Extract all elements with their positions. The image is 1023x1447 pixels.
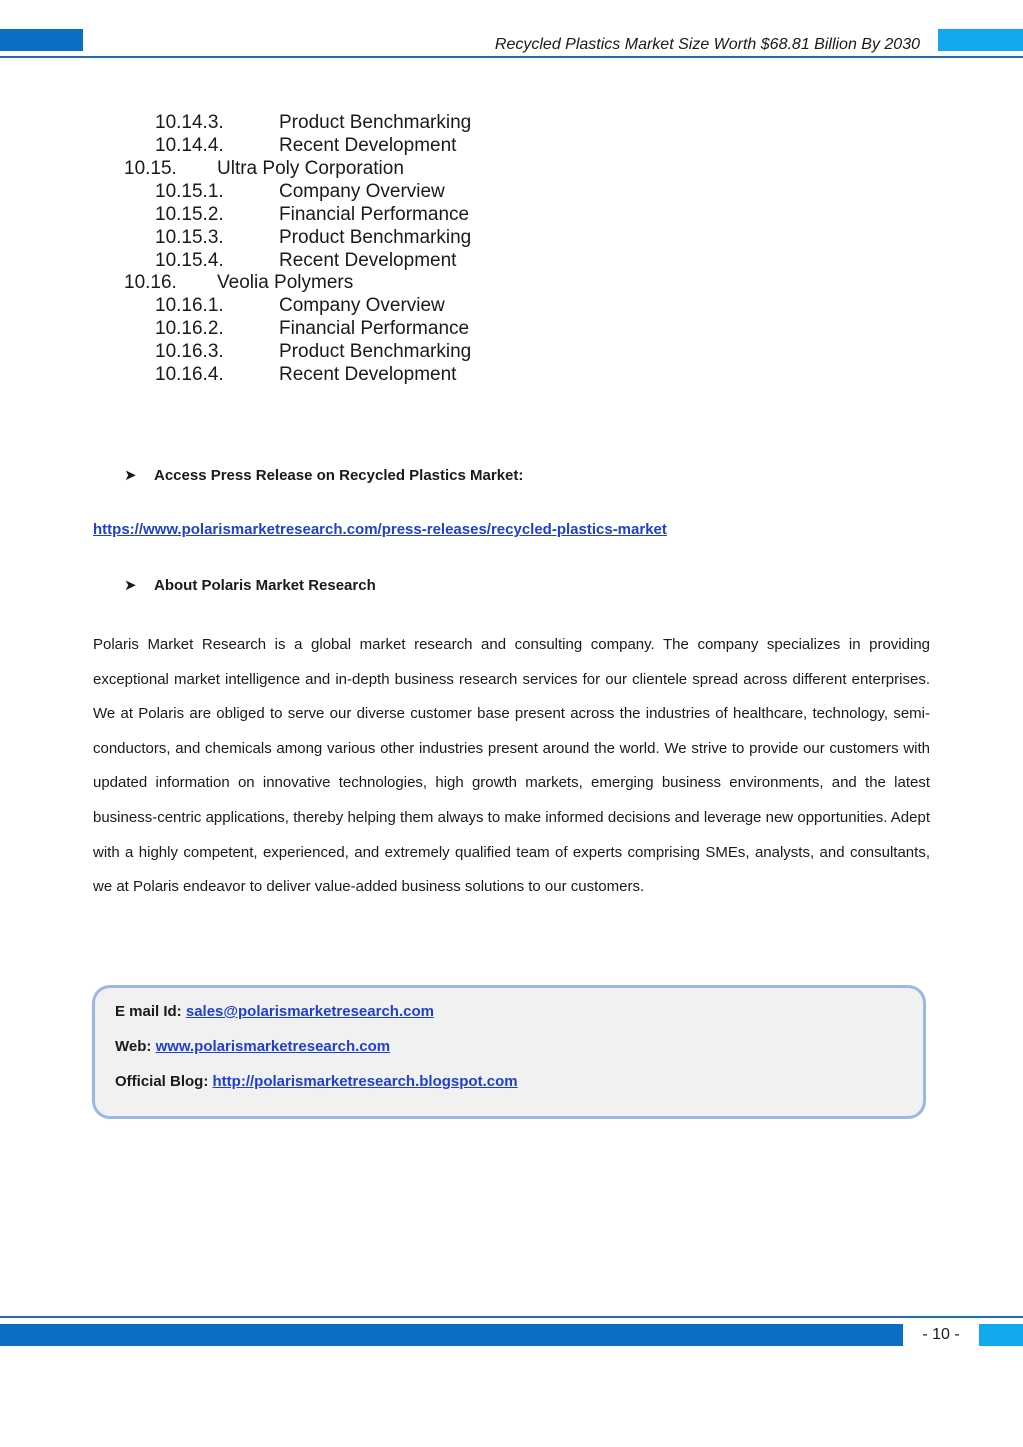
contact-box <box>92 985 926 1119</box>
about-heading-text: About Polaris Market Research <box>154 577 376 594</box>
about-paragraph: Polaris Market Research is a global market research and consulting company. The company specializes in providing exceptional market intelligence and in-depth business research services for our clientele spread across different enterprises. We at Polaris are obliged to serve our diverse customer base present across the industries of healthcare, technology, semi-conductors, and chemicals among various other industries present around the world. We strive to provide our customers with updated information on innovative technologies, high growth markets, emerging business environments, and the latest business-centric applications, thereby helping them always to make informed decisions and leverage new opportunities. Adept with a highly competent, experienced, and extremely qualified team of experts comprising SMEs, analysts, and consultants, we at Polaris endeavor to deliver value-added business solutions to our customers. <box>93 636 930 896</box>
toc-number: 10.15.2. <box>155 204 224 225</box>
toc-label: Financial Performance <box>279 204 470 225</box>
email-label: E mail Id: <box>115 1003 182 1020</box>
toc-label: Company Overview <box>279 295 445 316</box>
email-link[interactable]: sales@polarismarketresearch.com <box>185 1003 434 1020</box>
toc-number: 10.16.1. <box>155 295 224 316</box>
contact-web-row <box>115 1038 390 1055</box>
header-divider <box>0 56 1023 58</box>
contact-email-row <box>115 1003 434 1020</box>
header-accent-left <box>0 29 83 51</box>
blog-link[interactable]: http://polarismarketresearch.blogspot.com <box>212 1073 518 1090</box>
press-release-heading <box>124 466 523 484</box>
toc-label: Financial Performance <box>279 318 470 339</box>
press-release-link[interactable]: https://www.polarismarketresearch.com/press-releases/recycled-plastics-market <box>93 521 667 538</box>
press-release-heading-text: Access Press Release on Recycled Plastics Market: <box>154 467 524 484</box>
toc-label: Product Benchmarking <box>279 112 472 133</box>
toc-number: 10.16.3. <box>155 341 224 362</box>
footer-divider <box>0 1316 1023 1318</box>
toc-number: 10.16.4. <box>155 364 224 385</box>
web-label: Web: <box>115 1038 152 1055</box>
toc-label: Company Overview <box>279 181 445 202</box>
page-number: - 10 - <box>922 1326 960 1343</box>
toc-number: 10.16. <box>124 272 177 293</box>
page-header-title: Recycled Plastics Market Size Worth $68.81 Billion By 2030 <box>494 36 920 53</box>
blog-label: Official Blog: <box>115 1073 209 1090</box>
toc-number: 10.15.4. <box>155 250 224 271</box>
toc-label: Recent Development <box>279 364 457 385</box>
arrow-bullet-icon: ➤ <box>124 577 137 594</box>
web-link[interactable]: www.polarismarketresearch.com <box>155 1038 391 1055</box>
contact-blog-row <box>115 1073 518 1090</box>
toc-number: 10.16.2. <box>155 318 224 339</box>
toc-label: Recent Development <box>279 250 457 271</box>
toc-label: Product Benchmarking <box>279 341 472 362</box>
about-heading <box>124 576 376 594</box>
toc-number: 10.14.4. <box>155 135 224 156</box>
arrow-bullet-icon: ➤ <box>124 467 137 484</box>
footer-accent-right <box>979 1324 1023 1346</box>
toc-label: Ultra Poly Corporation <box>217 158 404 179</box>
toc-number: 10.15.3. <box>155 227 224 248</box>
toc-label: Veolia Polymers <box>217 272 354 293</box>
toc-number: 10.15.1. <box>155 181 224 202</box>
toc-label: Recent Development <box>279 135 457 156</box>
toc-label: Product Benchmarking <box>279 227 472 248</box>
toc-number: 10.14.3. <box>155 112 224 133</box>
header-accent-right <box>938 29 1023 51</box>
toc-number: 10.15. <box>124 158 177 179</box>
footer-bar <box>0 1324 903 1346</box>
